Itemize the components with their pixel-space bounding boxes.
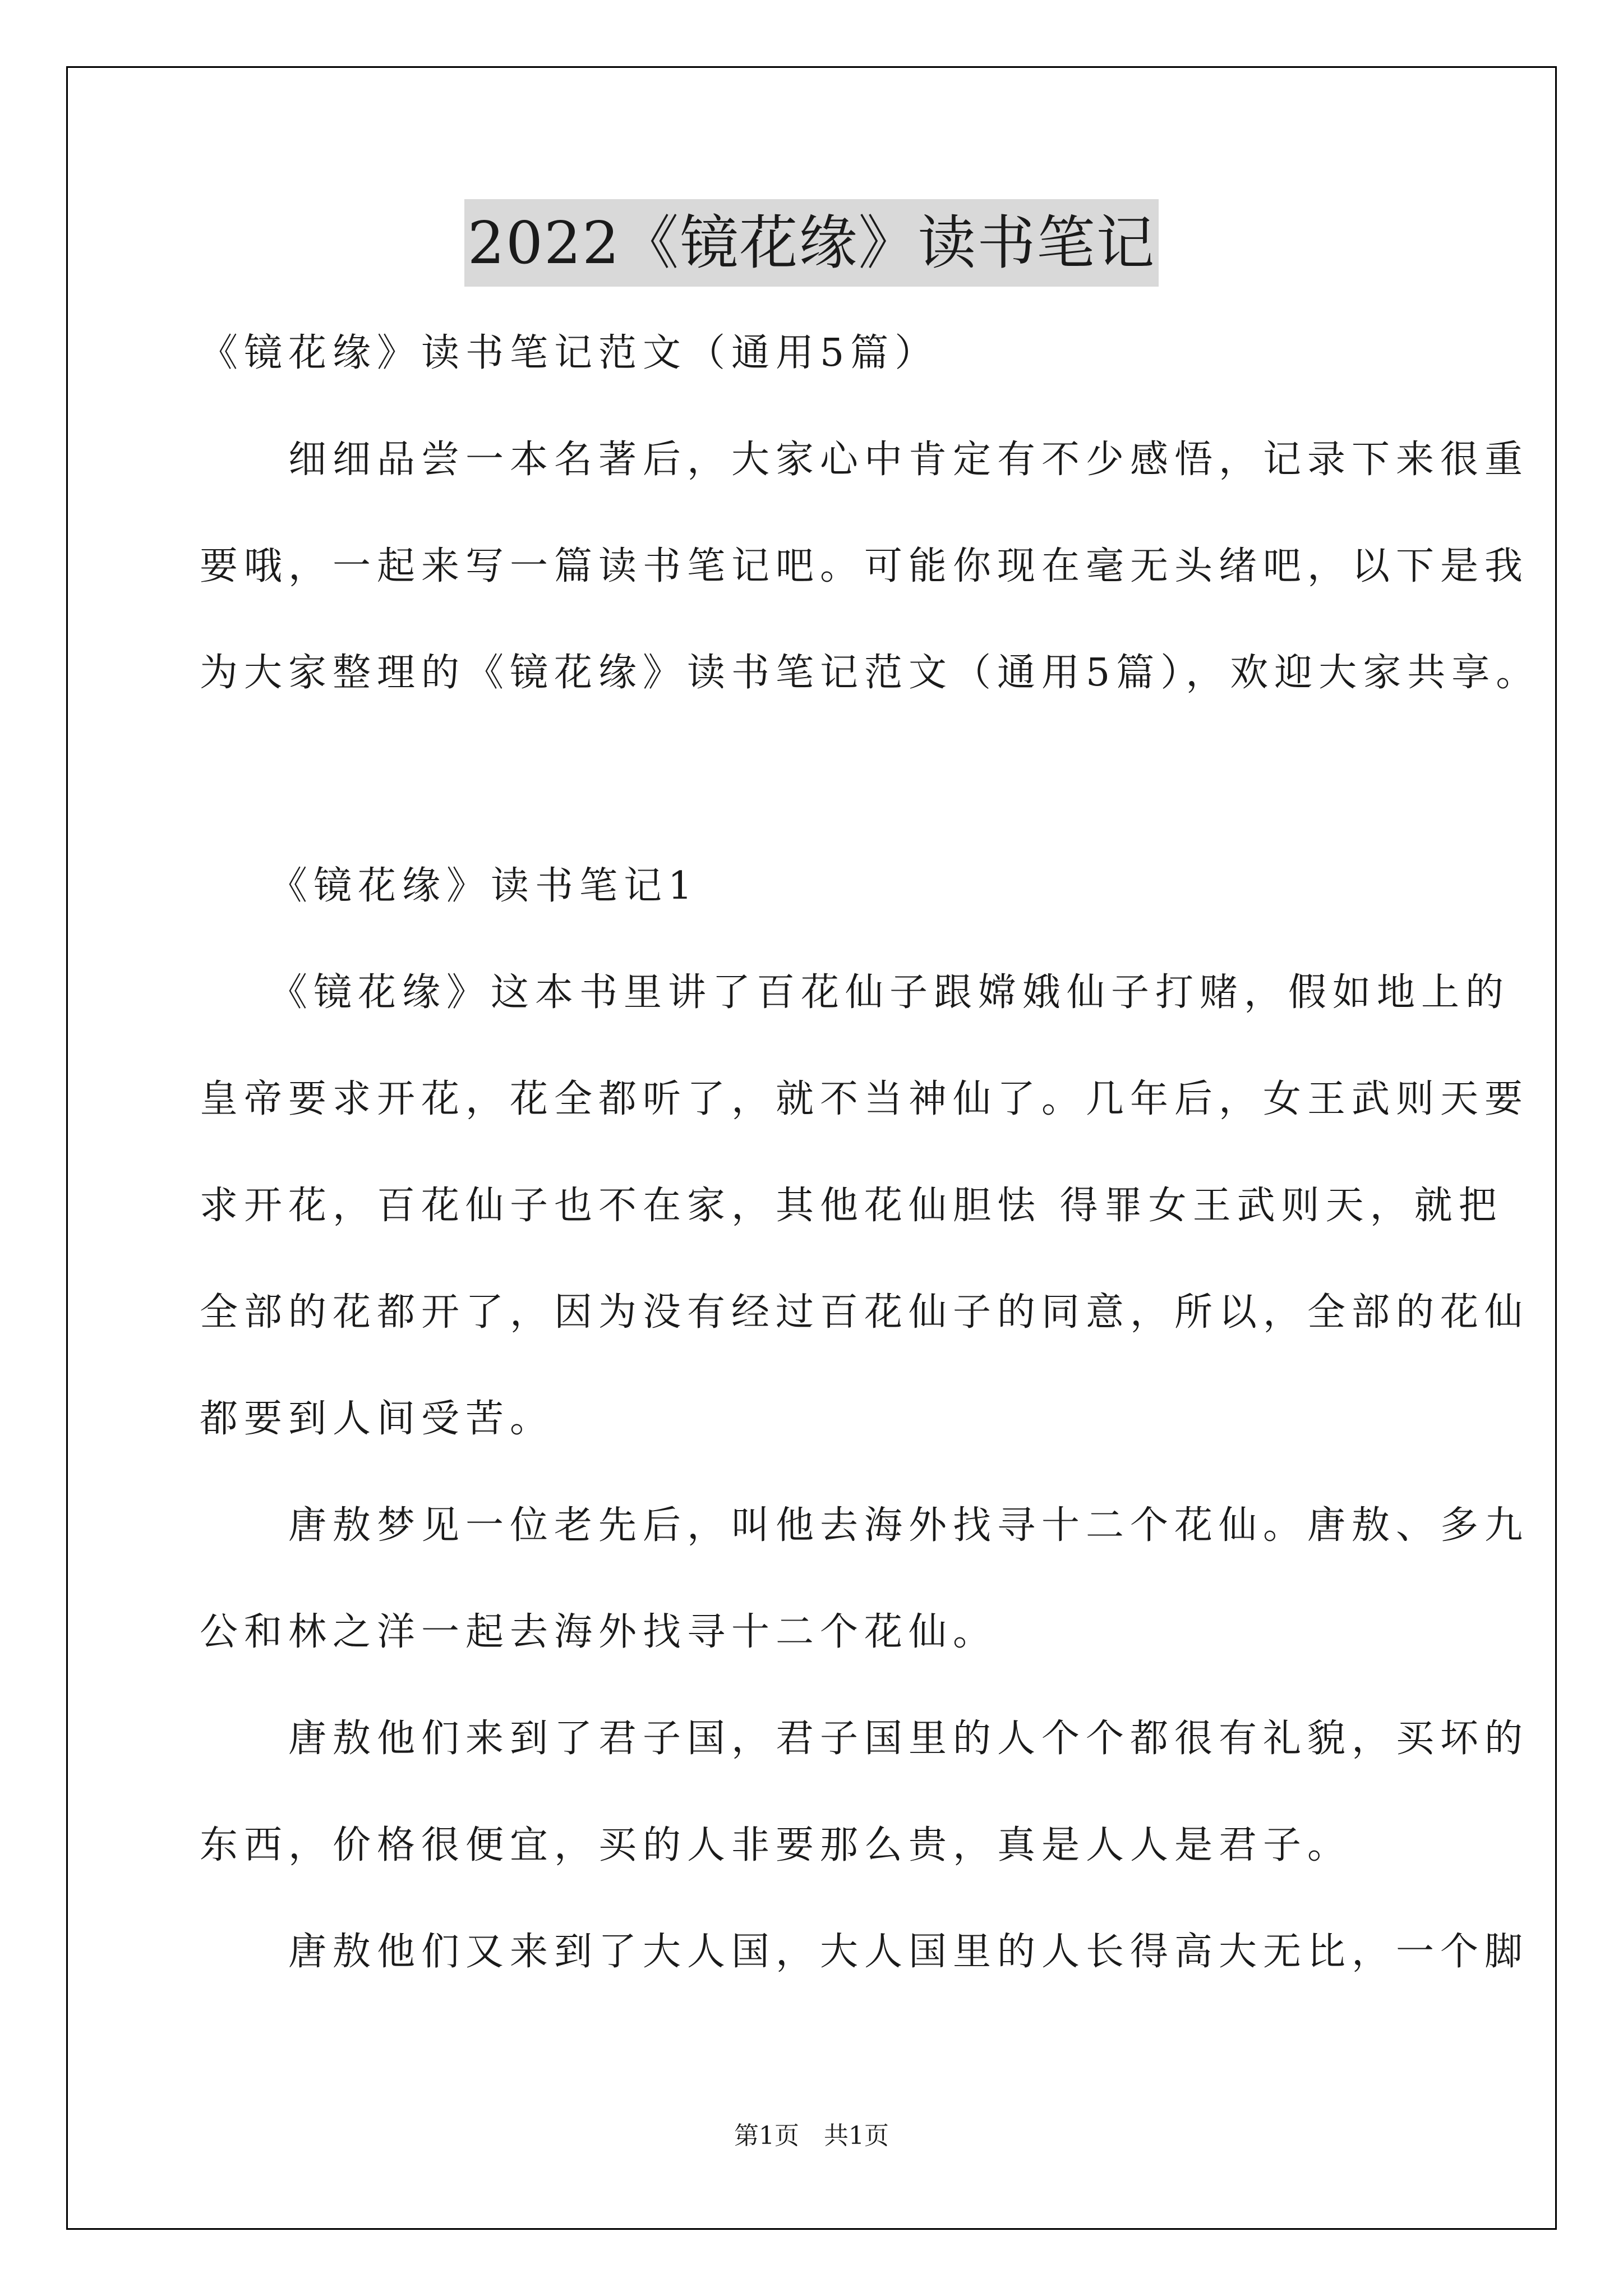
document-body xyxy=(200,300,1541,2005)
intro-line: 细细品尝一本名著后，大家心中肯定有不少感悟，记录下来很重 xyxy=(200,438,1529,482)
paragraph-line: 《镜花缘》这本书里讲了百花仙子跟嫦娥仙子打赌，假如地上的 xyxy=(200,970,1510,1015)
intro-line: 为大家整理的《镜花缘》读书笔记范文（通用5篇），欢迎大家共享。 xyxy=(200,651,1541,695)
paragraph-line: 全部的花都开了，因为没有经过百花仙子的同意，所以，全部的花仙 xyxy=(200,1290,1529,1335)
section-heading: 《镜花缘》读书笔记1 xyxy=(200,864,699,908)
blank-line xyxy=(200,726,1433,833)
paragraph-line: 唐敖梦见一位老先后，叫他去海外找寻十二个花仙。唐敖、多九 xyxy=(200,1503,1529,1548)
paragraph-line: 皇帝要求开花，花全都听了，就不当神仙了。几年后，女王武则天要 xyxy=(200,1077,1529,1121)
intro-line: 要哦，一起来写一篇读书笔记吧。可能你现在毫无头绪吧，以下是我 xyxy=(200,544,1529,588)
title-container xyxy=(0,199,1623,287)
paragraph-line: 求开花，百花仙子也不在家，其他花仙胆怯 得罪女王武则天，就把 xyxy=(200,1184,1503,1228)
paragraph-line: 公和林之洋一起去海外找寻十二个花仙。 xyxy=(200,1610,998,1654)
paragraph-line: 都要到人间受苦。 xyxy=(200,1397,555,1441)
paragraph-line: 东西，价格很便宜，买的人非要那么贵，真是人人是君子。 xyxy=(200,1823,1352,1867)
document-title: 2022《镜花缘》读书笔记 xyxy=(464,199,1159,287)
paragraph-line: 唐敖他们来到了君子国，君子国里的人个个都很有礼貌，买坏的 xyxy=(200,1717,1529,1761)
page-footer: 第1页 共1页 xyxy=(734,2122,889,2150)
document-subtitle: 《镜花缘》读书笔记范文（通用5篇） xyxy=(200,331,939,375)
paragraph-line: 唐敖他们又来到了大人国，大人国里的人长得高大无比，一个脚 xyxy=(200,1930,1529,1974)
